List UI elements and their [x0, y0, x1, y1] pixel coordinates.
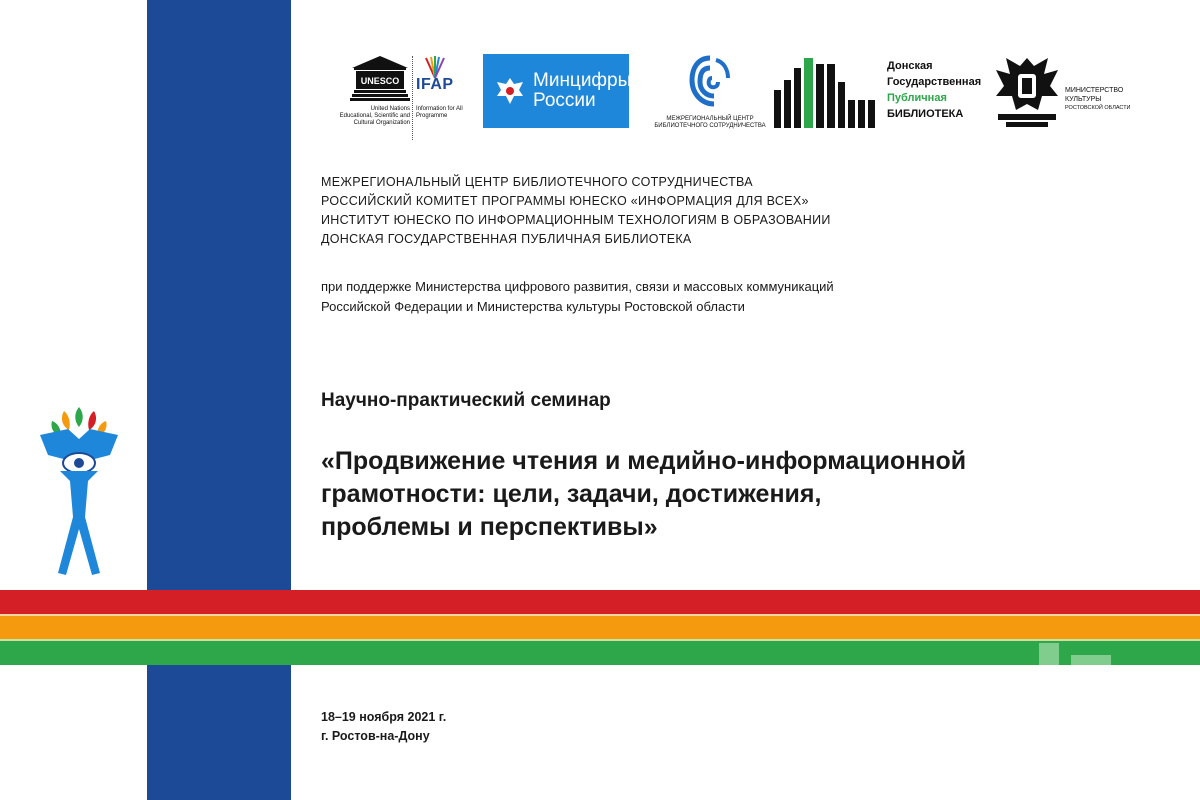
organizers-list: [321, 173, 1141, 249]
support-text: при поддержке Министерства цифрового развития, связи и массовых коммуникаций Российской Федерации и Министерства культуры Ростовской области: [321, 279, 834, 314]
minkult-logo: [990, 52, 1150, 132]
mincifry-wordmark: Минцифры России: [533, 70, 632, 111]
mck-swirl-icon: [688, 54, 732, 110]
ifap-rays-icon: [420, 56, 450, 78]
ifap-wordmark: IFAP: [416, 76, 454, 93]
organizer-line: МЕЖРЕГИОНАЛЬНЫЙ ЦЕНТР БИБЛИОТЕЧНОГО СОТРУДНИЧЕСТВА: [321, 175, 753, 189]
bookshelf-bars-icon: [772, 56, 884, 128]
stripe-divider: [0, 639, 1200, 641]
unesco-caption: United Nations Educational, Scientific and Cultural Organization: [339, 106, 410, 126]
mincifry-logo: [483, 54, 632, 128]
ifap-logo: [416, 54, 486, 134]
blue-vertical-band: [147, 0, 291, 800]
mck-logo: [645, 52, 775, 132]
seminar-title: «Продвижение чтения и медийно-информационной грамотности: цели, задачи, достижения, проблемы и перспективы»: [321, 447, 967, 541]
mck-caption: МЕЖРЕГИОНАЛЬНЫЙ ЦЕНТР БИБЛИОТЕЧНОГО СОТРУДНИЧЕСТВА: [654, 116, 766, 129]
event-dates: 18–19 ноября 2021 г.: [321, 710, 447, 724]
orange-stripe: [0, 615, 1200, 640]
green-stripe: [0, 640, 1200, 665]
organizer-line: ИНСТИТУТ ЮНЕСКО ПО ИНФОРМАЦИОННЫМ ТЕХНОЛОГИЯМ В ОБРАЗОВАНИИ: [321, 213, 831, 227]
unesco-logo: [320, 54, 410, 134]
decor-square: [1071, 655, 1111, 665]
reader-emblem-icon: [38, 405, 120, 585]
red-stripe: [0, 590, 1200, 615]
partner-logos: [320, 50, 1150, 140]
coat-of-arms-icon: [992, 52, 1062, 130]
organizer-line: ДОНСКАЯ ГОСУДАРСТВЕННАЯ ПУБЛИЧНАЯ БИБЛИОТЕКА: [321, 232, 692, 246]
organizer-line: РОССИЙСКИЙ КОМИТЕТ ПРОГРАММЫ ЮНЕСКО «ИНФОРМАЦИЯ ДЛЯ ВСЕХ»: [321, 194, 809, 208]
event-date-location: [321, 708, 446, 746]
dgpb-logo: [772, 54, 982, 130]
ifap-caption: Information for All Programme: [416, 106, 463, 119]
event-location: г. Ростов-на-Дону: [321, 729, 430, 743]
minkult-wordmark: МИНИСТЕРСТВО КУЛЬТУРЫ РОСТОВСКОЙ ОБЛАСТИ: [1065, 87, 1131, 111]
seminar-type-heading: Научно-практический семинар: [321, 390, 611, 411]
dgpb-wordmark: Донская Государственная Публичная БИБЛИОТЕКА: [887, 60, 982, 120]
stripe-divider: [0, 614, 1200, 616]
logo-divider: [412, 56, 413, 140]
svg-text:UNESCO: UNESCO: [360, 76, 400, 86]
eagle-emblem-icon: [493, 74, 527, 108]
unesco-temple-icon: [350, 54, 410, 102]
decor-square: [1039, 643, 1059, 665]
